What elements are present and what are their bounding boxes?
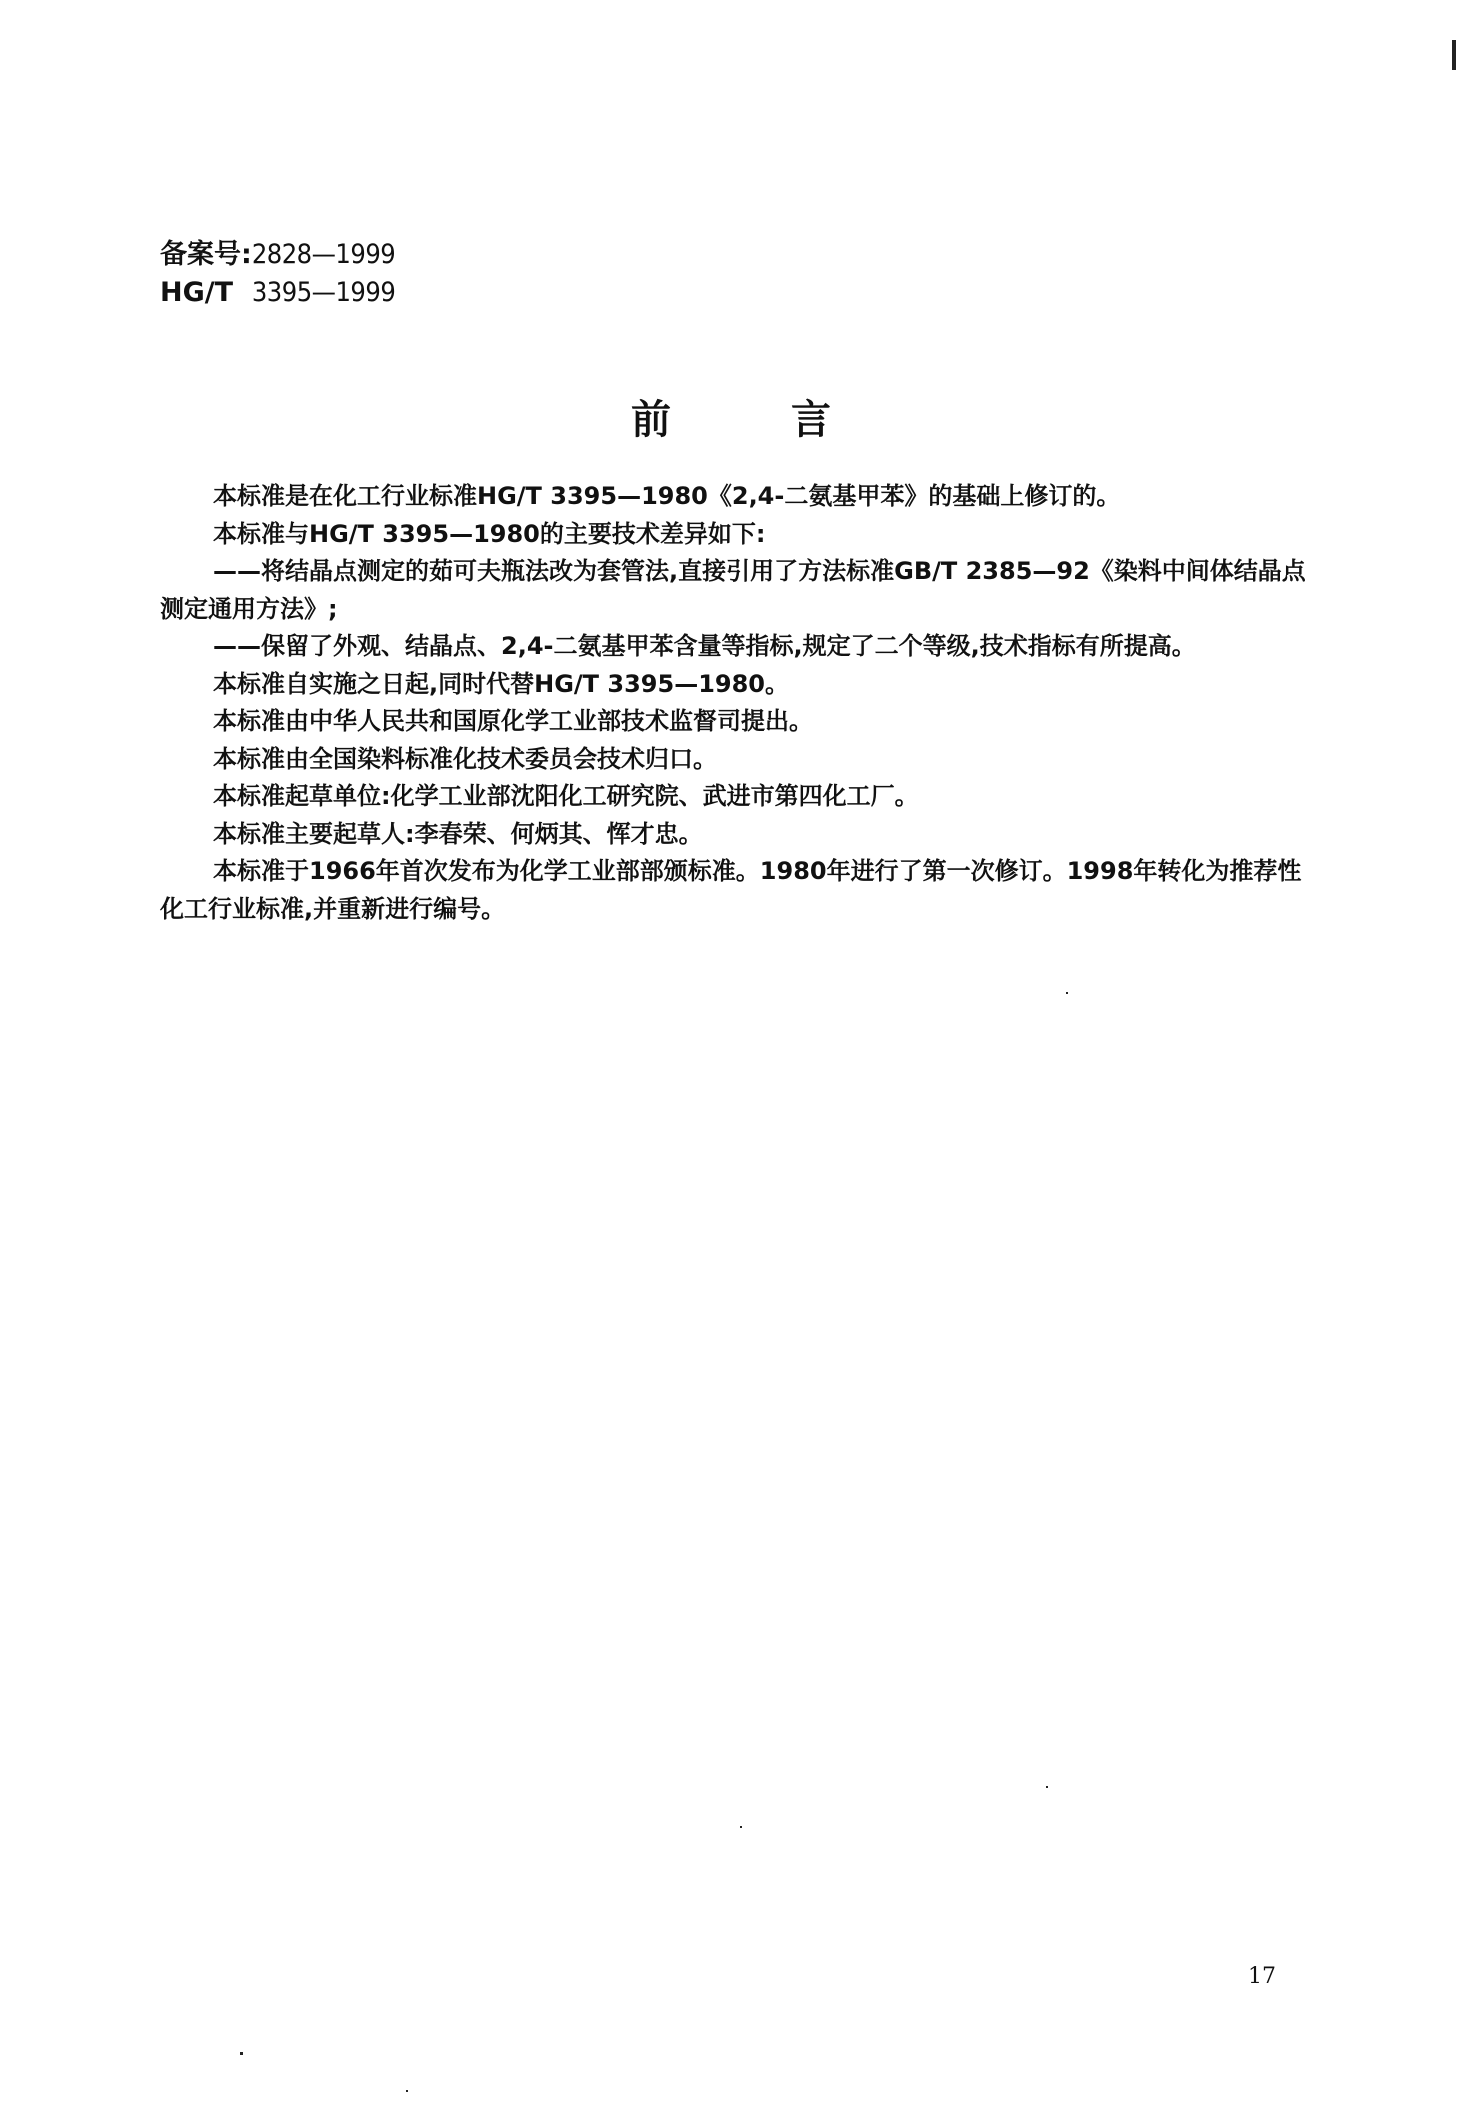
- paragraph: 本标准起草单位:化学工业部沈阳化工研究院、武进市第四化工厂。: [213, 782, 919, 810]
- foreword-body: [160, 478, 1308, 928]
- paragraph: 本标准自实施之日起,同时代替HG/T 3395—1980。: [213, 669, 789, 698]
- paragraph: 本标准与HG/T 3395—1980的主要技术差异如下:: [213, 519, 766, 548]
- paragraph: 本标准由中华人民共和国原化学工业部技术监督司提出。: [213, 707, 813, 735]
- scan-dot: [1046, 1786, 1048, 1788]
- scan-dot: [1066, 992, 1068, 994]
- paragraph: 本标准主要起草人:李春荣、何炳其、恽才忠。: [213, 819, 703, 848]
- record-number-line: [160, 236, 395, 274]
- paragraph: 本标准于1966年首次发布为化学工业部部颁标准。1980年进行了第一次修订。1998年转化为推荐性化工行业标准,并重新进行编号。: [160, 857, 1302, 923]
- page-title: 前言: [631, 397, 951, 443]
- paragraph: ——保留了外观、结晶点、2,4-二氨基甲苯含量等指标,规定了二个等级,技术指标有所提高。: [213, 632, 1196, 660]
- record-label: 备案号:: [160, 239, 252, 270]
- scan-edge-mark: [1452, 40, 1456, 70]
- scan-dot: [240, 2052, 243, 2055]
- document-header: [160, 236, 395, 312]
- standard-number-line: [160, 274, 395, 312]
- paragraph: 本标准由全国染料标准化技术委员会技术归口。: [213, 744, 717, 773]
- record-number: 2828—1999: [251, 239, 396, 270]
- paragraph: ——将结晶点测定的茹可夫瓶法改为套管法,直接引用了方法标准GB/T 2385—92《染料中间体结晶点测定通用方法》;: [160, 557, 1306, 623]
- standard-label: HG/T: [160, 277, 234, 308]
- page-number: 17: [1248, 1964, 1276, 1989]
- standard-number: 3395—1999: [251, 277, 396, 308]
- scan-dot: [740, 1826, 742, 1828]
- paragraph: 本标准是在化工行业标准HG/T 3395—1980《2,4-二氨基甲苯》的基础上修订的。: [213, 482, 1121, 510]
- scan-dot: [406, 2090, 408, 2092]
